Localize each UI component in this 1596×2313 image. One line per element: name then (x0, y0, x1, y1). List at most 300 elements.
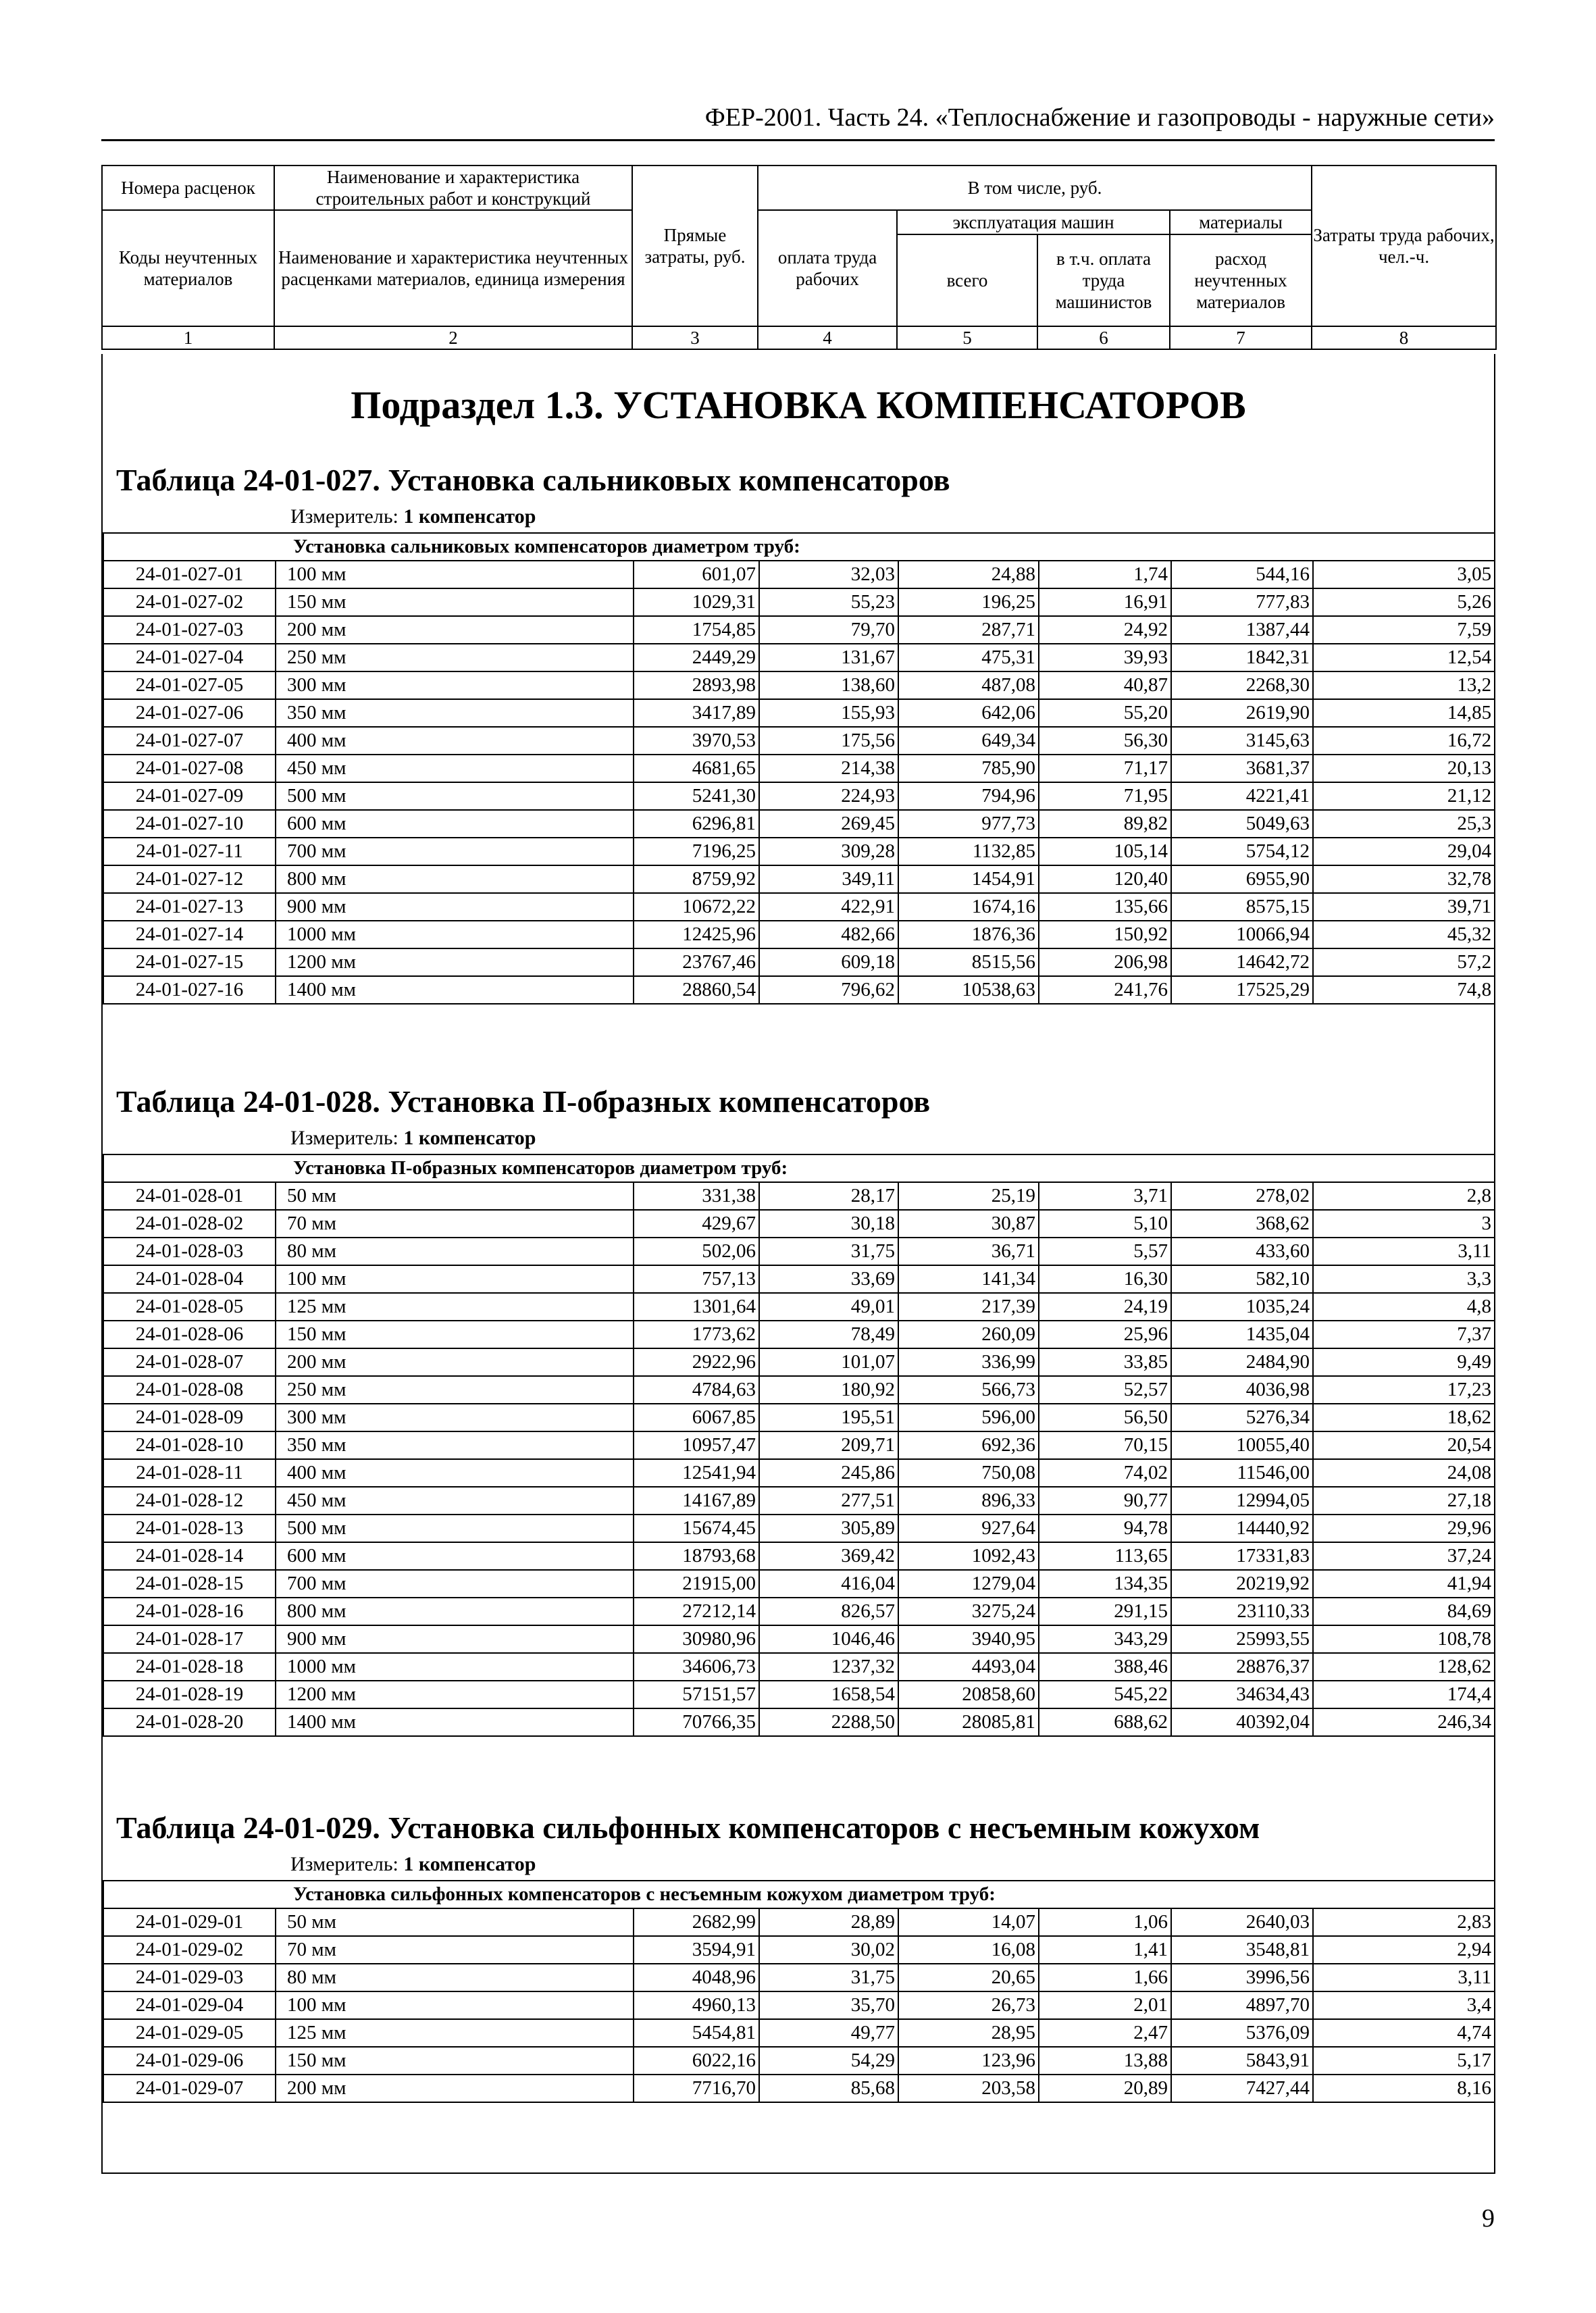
column-number: 1 (102, 326, 274, 349)
cost-value: 29,96 (1313, 1515, 1495, 1542)
cost-value: 7196,25 (634, 838, 759, 865)
cost-value: 27212,14 (634, 1598, 759, 1625)
cost-value: 2922,96 (634, 1348, 759, 1376)
cost-value: 3681,37 (1171, 755, 1313, 782)
header-materials: материалы (1170, 210, 1312, 234)
cost-value: 692,36 (898, 1431, 1039, 1459)
cost-value: 12425,96 (634, 921, 759, 948)
unit-value: 1 компенсатор (403, 1853, 536, 1875)
pipe-diameter: 1000 мм (276, 921, 634, 948)
cost-value: 7,59 (1313, 616, 1495, 644)
cost-value: 4681,65 (634, 755, 759, 782)
cost-value: 12541,94 (634, 1459, 759, 1487)
cost-value: 642,06 (898, 699, 1039, 727)
cost-value: 5,26 (1313, 588, 1495, 616)
rate-code: 24-01-028-02 (103, 1210, 276, 1238)
cost-value: 78,49 (759, 1321, 898, 1348)
table-title: Таблица 24-01-028. Установка П-образных компенсаторов (116, 1084, 931, 1119)
table-row (103, 727, 1495, 755)
cost-value: 209,71 (759, 1431, 898, 1459)
cost-value: 896,33 (898, 1487, 1039, 1515)
pipe-diameter: 200 мм (276, 1348, 634, 1376)
cost-value: 70,15 (1039, 1431, 1171, 1459)
cost-value: 35,70 (759, 1991, 898, 2019)
cost-value: 2640,03 (1171, 1908, 1313, 1936)
cost-value: 1842,31 (1171, 644, 1313, 671)
cost-value: 85,68 (759, 2075, 898, 2102)
cost-value: 17,23 (1313, 1376, 1495, 1404)
table-row (103, 921, 1495, 948)
table-row (103, 1964, 1495, 1991)
cost-value: 214,38 (759, 755, 898, 782)
cost-value: 71,95 (1039, 782, 1171, 810)
cost-value: 49,77 (759, 2019, 898, 2047)
header-labor-pay: оплата труда рабочих (758, 210, 897, 326)
cost-value: 5376,09 (1171, 2019, 1313, 2047)
unit-label: Измеритель: (290, 1853, 398, 1875)
pipe-diameter: 450 мм (276, 755, 634, 782)
cost-value: 150,92 (1039, 921, 1171, 948)
table-row (103, 2019, 1495, 2047)
pipe-diameter: 100 мм (276, 1991, 634, 2019)
column-number: 2 (274, 326, 632, 349)
cost-value: 10957,47 (634, 1431, 759, 1459)
pipe-diameter: 600 мм (276, 810, 634, 838)
cost-value: 39,71 (1313, 893, 1495, 921)
pipe-diameter: 250 мм (276, 1376, 634, 1404)
table-row (103, 1515, 1495, 1542)
cost-value: 1301,64 (634, 1293, 759, 1321)
cost-value: 94,78 (1039, 1515, 1171, 1542)
cost-value: 206,98 (1039, 948, 1171, 976)
header-name-bottom: Наименование и характеристика неучтенных расценками материалов, единица измерения (274, 210, 632, 326)
cost-value: 3417,89 (634, 699, 759, 727)
header-rule (101, 139, 1495, 141)
cost-value: 1029,31 (634, 588, 759, 616)
pipe-diameter: 125 мм (276, 1293, 634, 1321)
table-title: Таблица 24-01-027. Установка сальниковых компенсаторов (116, 463, 950, 497)
cost-value: 16,72 (1313, 727, 1495, 755)
cost-value: 429,67 (634, 1210, 759, 1238)
cost-value: 17331,83 (1171, 1542, 1313, 1570)
cost-value: 3 (1313, 1210, 1495, 1238)
cost-value: 2484,90 (1171, 1348, 1313, 1376)
cost-value: 28,17 (759, 1182, 898, 1210)
cost-value: 6022,16 (634, 2047, 759, 2075)
cost-value: 10672,22 (634, 893, 759, 921)
cost-value: 16,08 (898, 1936, 1039, 1964)
cost-value: 368,62 (1171, 1210, 1313, 1238)
pipe-diameter: 800 мм (276, 865, 634, 893)
cost-value: 25,19 (898, 1182, 1039, 1210)
rate-code: 24-01-028-17 (103, 1625, 276, 1653)
table-row (103, 699, 1495, 727)
cost-value: 105,14 (1039, 838, 1171, 865)
table-row (103, 1404, 1495, 1431)
cost-value: 2,01 (1039, 1991, 1171, 2019)
cost-value: 3940,95 (898, 1625, 1039, 1653)
table-unit (290, 1127, 536, 1150)
cost-value: 4036,98 (1171, 1376, 1313, 1404)
table-body-frame (101, 354, 1495, 2174)
cost-value: 120,40 (1039, 865, 1171, 893)
pipe-diameter: 100 мм (276, 561, 634, 588)
cost-value: 2,83 (1313, 1908, 1495, 1936)
cost-value: 544,16 (1171, 561, 1313, 588)
cost-value: 13,88 (1039, 2047, 1171, 2075)
cost-value: 5,10 (1039, 1210, 1171, 1238)
unit-label: Измеритель: (290, 505, 398, 528)
header-including: В том числе, руб. (758, 166, 1312, 210)
cost-value: 3,05 (1313, 561, 1495, 588)
cost-value: 5754,12 (1171, 838, 1313, 865)
cost-value: 1,66 (1039, 1964, 1171, 1991)
cost-value: 8515,56 (898, 948, 1039, 976)
cost-value: 56,30 (1039, 727, 1171, 755)
table-row (103, 782, 1495, 810)
cost-value: 224,93 (759, 782, 898, 810)
table-row (103, 1210, 1495, 1238)
cost-value: 28876,37 (1171, 1653, 1313, 1681)
cost-value: 1674,16 (898, 893, 1039, 921)
table-row (103, 616, 1495, 644)
cost-value: 20,13 (1313, 755, 1495, 782)
cost-value: 15674,45 (634, 1515, 759, 1542)
table-row (103, 1908, 1495, 1936)
pipe-diameter: 125 мм (276, 2019, 634, 2047)
cost-value: 30,18 (759, 1210, 898, 1238)
cost-value: 74,8 (1313, 976, 1495, 1004)
cost-value: 196,25 (898, 588, 1039, 616)
unit-value: 1 компенсатор (403, 505, 536, 528)
cost-value: 433,60 (1171, 1238, 1313, 1265)
cost-value: 12,54 (1313, 644, 1495, 671)
cost-value: 18793,68 (634, 1542, 759, 1570)
cost-value: 502,06 (634, 1238, 759, 1265)
cost-value: 3,4 (1313, 1991, 1495, 2019)
cost-value: 155,93 (759, 699, 898, 727)
cost-value: 1387,44 (1171, 616, 1313, 644)
cost-value: 388,46 (1039, 1653, 1171, 1681)
table-row (103, 1487, 1495, 1515)
pipe-diameter: 350 мм (276, 699, 634, 727)
header-direct-costs: Прямые затраты, руб. (632, 166, 758, 326)
cost-value: 6067,85 (634, 1404, 759, 1431)
rate-code: 24-01-027-04 (103, 644, 276, 671)
column-number: 8 (1312, 326, 1496, 349)
cost-value: 29,04 (1313, 838, 1495, 865)
cost-value: 79,70 (759, 616, 898, 644)
cost-value: 3548,81 (1171, 1936, 1313, 1964)
table-title: Таблица 24-01-029. Установка сильфонных компенсаторов с несъемным кожухом (116, 1810, 1260, 1845)
rate-code: 24-01-028-04 (103, 1265, 276, 1293)
table-row (103, 810, 1495, 838)
cost-value: 10538,63 (898, 976, 1039, 1004)
pipe-diameter: 150 мм (276, 588, 634, 616)
cost-value: 74,02 (1039, 1459, 1171, 1487)
rates-table (103, 1880, 1495, 2103)
cost-value: 416,04 (759, 1570, 898, 1598)
cost-value: 71,17 (1039, 755, 1171, 782)
subsection-title: Подраздел 1.3. УСТАНОВКА КОМПЕНСАТОРОВ (351, 383, 1246, 427)
pipe-diameter: 900 мм (276, 1625, 634, 1653)
cost-value: 138,60 (759, 671, 898, 699)
table-caption: Установка сильфонных компенсаторов с несъемным кожухом диаметром труб: (103, 1881, 1495, 1908)
rate-code: 24-01-028-20 (103, 1708, 276, 1736)
cost-value: 777,83 (1171, 588, 1313, 616)
cost-value: 24,88 (898, 561, 1039, 588)
header-machines-operators: в т.ч. оплата труда машинистов (1037, 234, 1170, 326)
cost-value: 8575,15 (1171, 893, 1313, 921)
cost-value: 20219,92 (1171, 1570, 1313, 1598)
cost-value: 9,49 (1313, 1348, 1495, 1376)
cost-value: 28085,81 (898, 1708, 1039, 1736)
cost-value: 3,71 (1039, 1182, 1171, 1210)
cost-value: 369,42 (759, 1542, 898, 1570)
table-row (103, 2075, 1495, 2102)
rate-code: 24-01-029-03 (103, 1964, 276, 1991)
cost-value: 1435,04 (1171, 1321, 1313, 1348)
cost-value: 4784,63 (634, 1376, 759, 1404)
table-row (103, 1459, 1495, 1487)
rate-code: 24-01-027-11 (103, 838, 276, 865)
pipe-diameter: 600 мм (276, 1542, 634, 1570)
cost-value: 6296,81 (634, 810, 759, 838)
pipe-diameter: 200 мм (276, 2075, 634, 2102)
column-header-table (101, 165, 1497, 350)
cost-value: 180,92 (759, 1376, 898, 1404)
cost-value: 1658,54 (759, 1681, 898, 1708)
cost-value: 475,31 (898, 644, 1039, 671)
cost-value: 56,50 (1039, 1404, 1171, 1431)
pipe-diameter: 250 мм (276, 644, 634, 671)
pipe-diameter: 70 мм (276, 1210, 634, 1238)
cost-value: 5241,30 (634, 782, 759, 810)
cost-value: 13,2 (1313, 671, 1495, 699)
header-code-top: Номера расценок (102, 166, 274, 210)
cost-value: 16,91 (1039, 588, 1171, 616)
rate-code: 24-01-028-08 (103, 1376, 276, 1404)
pipe-diameter: 100 мм (276, 1265, 634, 1293)
cost-value: 30,87 (898, 1210, 1039, 1238)
cost-value: 309,28 (759, 838, 898, 865)
pipe-diameter: 500 мм (276, 782, 634, 810)
table-row (103, 671, 1495, 699)
header-code-bottom: Коды неучтенных материалов (102, 210, 274, 326)
cost-value: 2619,90 (1171, 699, 1313, 727)
cost-value: 757,13 (634, 1265, 759, 1293)
header-labor-costs: Затраты труда рабочих, чел.-ч. (1312, 166, 1496, 326)
cost-value: 5049,63 (1171, 810, 1313, 838)
cost-value: 343,29 (1039, 1625, 1171, 1653)
table-row (103, 588, 1495, 616)
cost-value: 5276,34 (1171, 1404, 1313, 1431)
column-number-row (102, 326, 1496, 349)
cost-value: 794,96 (898, 782, 1039, 810)
cost-value: 123,96 (898, 2047, 1039, 2075)
cost-value: 32,78 (1313, 865, 1495, 893)
cost-value: 141,34 (898, 1265, 1039, 1293)
cost-value: 24,08 (1313, 1459, 1495, 1487)
cost-value: 287,71 (898, 616, 1039, 644)
pipe-diameter: 70 мм (276, 1936, 634, 1964)
pipe-diameter: 800 мм (276, 1598, 634, 1625)
cost-value: 40,87 (1039, 671, 1171, 699)
cost-value: 10066,94 (1171, 921, 1313, 948)
table-row (103, 1542, 1495, 1570)
cost-value: 3,11 (1313, 1964, 1495, 1991)
cost-value: 24,92 (1039, 616, 1171, 644)
table-row (103, 2047, 1495, 2075)
table-row (103, 1708, 1495, 1736)
pipe-diameter: 150 мм (276, 2047, 634, 2075)
table-row (103, 1182, 1495, 1210)
cost-value: 25,96 (1039, 1321, 1171, 1348)
pipe-diameter: 400 мм (276, 1459, 634, 1487)
pipe-diameter: 200 мм (276, 616, 634, 644)
pipe-diameter: 1200 мм (276, 1681, 634, 1708)
cost-value: 20,65 (898, 1964, 1039, 1991)
cost-value: 8,16 (1313, 2075, 1495, 2102)
table-row (103, 1376, 1495, 1404)
cost-value: 28,95 (898, 2019, 1039, 2047)
rate-code: 24-01-028-06 (103, 1321, 276, 1348)
cost-value: 40392,04 (1171, 1708, 1313, 1736)
cost-value: 217,39 (898, 1293, 1039, 1321)
table-caption: Установка П-образных компенсаторов диаметром труб: (103, 1154, 1495, 1182)
pipe-diameter: 300 мм (276, 1404, 634, 1431)
cost-value: 55,20 (1039, 699, 1171, 727)
cost-value: 11546,00 (1171, 1459, 1313, 1487)
column-number: 3 (632, 326, 758, 349)
pipe-diameter: 700 мм (276, 838, 634, 865)
cost-value: 5,17 (1313, 2047, 1495, 2075)
cost-value: 31,75 (759, 1964, 898, 1991)
cost-value: 174,4 (1313, 1681, 1495, 1708)
cost-value: 89,82 (1039, 810, 1171, 838)
table-unit (290, 1853, 536, 1876)
cost-value: 1237,32 (759, 1653, 898, 1681)
cost-value: 39,93 (1039, 644, 1171, 671)
cost-value: 14642,72 (1171, 948, 1313, 976)
cost-value: 609,18 (759, 948, 898, 976)
rate-code: 24-01-028-12 (103, 1487, 276, 1515)
cost-value: 28860,54 (634, 976, 759, 1004)
cost-value: 20,54 (1313, 1431, 1495, 1459)
pipe-diameter: 450 мм (276, 1487, 634, 1515)
cost-value: 7716,70 (634, 2075, 759, 2102)
cost-value: 14167,89 (634, 1487, 759, 1515)
column-number: 4 (758, 326, 897, 349)
table-row (103, 893, 1495, 921)
cost-value: 2268,30 (1171, 671, 1313, 699)
rate-code: 24-01-027-16 (103, 976, 276, 1004)
pipe-diameter: 1400 мм (276, 976, 634, 1004)
cost-value: 487,08 (898, 671, 1039, 699)
cost-value: 1454,91 (898, 865, 1039, 893)
rate-code: 24-01-028-10 (103, 1431, 276, 1459)
rate-code: 24-01-027-09 (103, 782, 276, 810)
table-row (103, 948, 1495, 976)
pipe-diameter: 350 мм (276, 1431, 634, 1459)
cost-value: 2,47 (1039, 2019, 1171, 2047)
column-number: 5 (897, 326, 1037, 349)
cost-value: 601,07 (634, 561, 759, 588)
table-row (103, 1293, 1495, 1321)
rate-code: 24-01-029-06 (103, 2047, 276, 2075)
cost-value: 5454,81 (634, 2019, 759, 2047)
cost-value: 278,02 (1171, 1182, 1313, 1210)
cost-value: 7427,44 (1171, 2075, 1313, 2102)
pipe-diameter: 900 мм (276, 893, 634, 921)
cost-value: 113,65 (1039, 1542, 1171, 1570)
table-caption: Установка сальниковых компенсаторов диаметром труб: (103, 533, 1495, 561)
table-row (103, 1431, 1495, 1459)
cost-value: 5843,91 (1171, 2047, 1313, 2075)
cost-value: 4897,70 (1171, 1991, 1313, 2019)
pipe-diameter: 300 мм (276, 671, 634, 699)
cost-value: 1754,85 (634, 616, 759, 644)
cost-value: 596,00 (898, 1404, 1039, 1431)
table-row (103, 1991, 1495, 2019)
rate-code: 24-01-027-03 (103, 616, 276, 644)
cost-value: 8759,92 (634, 865, 759, 893)
rates-table (103, 1154, 1495, 1737)
cost-value: 2682,99 (634, 1908, 759, 1936)
table-row (103, 1238, 1495, 1265)
cost-value: 16,30 (1039, 1265, 1171, 1293)
cost-value: 33,85 (1039, 1348, 1171, 1376)
pipe-diameter: 80 мм (276, 1964, 634, 1991)
cost-value: 1035,24 (1171, 1293, 1313, 1321)
cost-value: 34634,43 (1171, 1681, 1313, 1708)
cost-value: 52,57 (1039, 1376, 1171, 1404)
cost-value: 41,94 (1313, 1570, 1495, 1598)
table-row (103, 1653, 1495, 1681)
cost-value: 21915,00 (634, 1570, 759, 1598)
cost-value: 20,89 (1039, 2075, 1171, 2102)
cost-value: 30,02 (759, 1936, 898, 1964)
table-row (103, 1625, 1495, 1653)
cost-value: 2,94 (1313, 1936, 1495, 1964)
rate-code: 24-01-029-04 (103, 1991, 276, 2019)
cost-value: 241,76 (1039, 976, 1171, 1004)
cost-value: 135,66 (1039, 893, 1171, 921)
cost-value: 4221,41 (1171, 782, 1313, 810)
pipe-diameter: 80 мм (276, 1238, 634, 1265)
rate-code: 24-01-027-01 (103, 561, 276, 588)
cost-value: 10055,40 (1171, 1431, 1313, 1459)
rate-code: 24-01-027-08 (103, 755, 276, 782)
cost-value: 3,3 (1313, 1265, 1495, 1293)
pipe-diameter: 700 мм (276, 1570, 634, 1598)
rate-code: 24-01-028-01 (103, 1182, 276, 1210)
cost-value: 6955,90 (1171, 865, 1313, 893)
table-row (103, 1936, 1495, 1964)
cost-value: 2,8 (1313, 1182, 1495, 1210)
rate-code: 24-01-029-01 (103, 1908, 276, 1936)
rate-code: 24-01-028-09 (103, 1404, 276, 1431)
cost-value: 175,56 (759, 727, 898, 755)
rate-code: 24-01-027-15 (103, 948, 276, 976)
cost-value: 245,86 (759, 1459, 898, 1487)
rate-code: 24-01-028-16 (103, 1598, 276, 1625)
cost-value: 1092,43 (898, 1542, 1039, 1570)
pipe-diameter: 1200 мм (276, 948, 634, 976)
rate-code: 24-01-027-12 (103, 865, 276, 893)
rate-code: 24-01-028-05 (103, 1293, 276, 1321)
cost-value: 18,62 (1313, 1404, 1495, 1431)
